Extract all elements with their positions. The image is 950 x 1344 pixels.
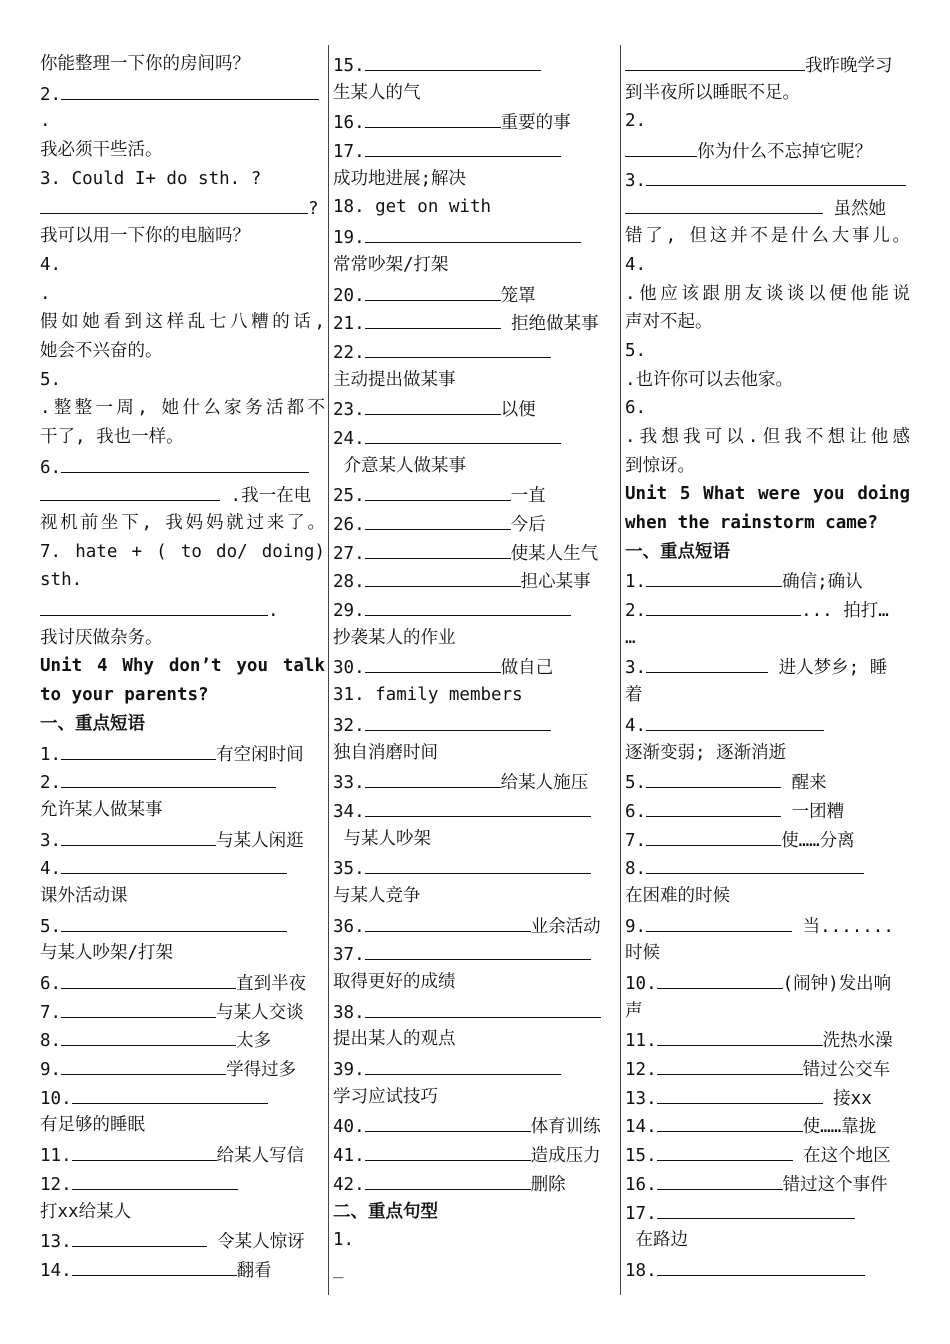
text-line: 5. <box>625 340 647 361</box>
phrase-item: 23. 以便 <box>333 394 613 423</box>
phrase-meaning: 在路边 <box>635 1230 689 1251</box>
phrase-item: 17. <box>333 136 613 165</box>
phrase-item: 8. <box>625 853 910 882</box>
phrase-item: 40. 体育训练 <box>333 1111 613 1140</box>
phrase-item: 5. <box>40 911 325 940</box>
text-line: 错了, 但这并不是什么大事儿。 <box>625 226 910 247</box>
phrase-item: 11. 洗热水澡 <box>625 1025 910 1054</box>
column-middle <box>333 50 613 1284</box>
phrase-item: 27. 使某人生气 <box>333 538 613 567</box>
unit-heading: to your parents? <box>40 685 209 706</box>
column-right <box>625 50 910 1284</box>
phrase-item: 3. 进人梦乡; 睡 <box>625 652 910 681</box>
phrase-item: 34. <box>333 796 613 825</box>
blank-line: . <box>40 595 325 624</box>
blank-line: 2. <box>40 79 325 108</box>
phrase-meaning: 生某人的气 <box>333 82 421 103</box>
text-line: . <box>40 111 51 132</box>
phrase-item: 2. <box>40 767 325 796</box>
phrase-item: 18. get on with <box>333 197 492 218</box>
phrase-item: 7. 使……分离 <box>625 825 910 854</box>
phrase-item: 1. 有空闲时间 <box>40 739 325 768</box>
sentence-item: 1. <box>333 1230 355 1251</box>
blank-line: 虽然她 <box>625 193 910 222</box>
phrase-meaning: 打xx给某人 <box>40 1201 132 1222</box>
text-line: 4. <box>625 254 647 275</box>
phrase-meaning: 允许某人做某事 <box>40 799 163 820</box>
blank-line: 你为什么不忘掉它呢？ <box>625 136 910 165</box>
phrase-item: 24. <box>333 423 613 452</box>
section-heading: 一、重点短语 <box>40 713 145 734</box>
text-line: .也许你可以去他家。 <box>625 369 794 390</box>
phrase-meaning: 在困难的时候 <box>625 885 730 906</box>
phrase-item: 7. 与某人交谈 <box>40 997 325 1026</box>
text-line: 7. hate + ( to do/ doing) <box>40 541 325 562</box>
phrase-item: 20. 笼罩 <box>333 280 613 309</box>
phrase-item: 16. 错过这个事件 <box>625 1169 910 1198</box>
phrase-item: 1. 确信;确认 <box>625 566 910 595</box>
phrase-meaning: 着 <box>625 685 643 706</box>
text-line: 干了, 我也一样。 <box>40 426 184 447</box>
section-heading: 二、重点句型 <box>333 1201 438 1222</box>
unit-heading: Unit 4 Why don’t you talk <box>40 656 325 677</box>
text-line: 6. <box>625 398 647 419</box>
phrase-item: 2. ... 拍打… <box>625 595 910 624</box>
phrase-meaning: 有足够的睡眠 <box>40 1115 145 1136</box>
phrase-item: 36. 业余活动 <box>333 911 613 940</box>
phrase-item: 19. <box>333 222 613 251</box>
phrase-meaning: 主动提出做某事 <box>333 369 456 390</box>
phrase-item: 14. 翻看 <box>40 1255 325 1284</box>
phrase-meaning: 与某人竞争 <box>333 885 421 906</box>
phrase-meaning: 课外活动课 <box>40 885 128 906</box>
phrase-item: 12. 错过公交车 <box>625 1054 910 1083</box>
column-divider-right <box>620 45 621 1295</box>
phrase-item: 5. 醒来 <box>625 767 910 796</box>
unit-heading: Unit 5 What were you doing <box>625 484 910 505</box>
phrase-item: 8. 太多 <box>40 1025 325 1054</box>
phrase-item: 11. 给某人写信 <box>40 1140 325 1169</box>
text-line: 到惊讶。 <box>625 455 695 476</box>
unit-heading: when the rainstorm came? <box>625 513 878 533</box>
phrase-item: 16. 重要的事 <box>333 107 613 136</box>
phrase-item: 25. 一直 <box>333 480 613 509</box>
text-line: 5. <box>40 369 62 390</box>
text-line: 你能整理一下你的房间吗？ <box>40 54 250 74</box>
blank-line: .我一在电 <box>40 480 325 509</box>
phrase-item: 15. <box>333 50 613 79</box>
phrase-item: 9. 当....... <box>625 911 910 940</box>
phrase-item: 29. <box>333 595 613 624</box>
phrase-item: 10. (闹钟)发出响 <box>625 968 910 997</box>
phrase-item: 33. 给某人施压 <box>333 767 613 796</box>
phrase-item: 26. 今后 <box>333 509 613 538</box>
phrase-meaning: 提出某人的观点 <box>333 1029 456 1050</box>
text-line: . <box>40 283 51 304</box>
phrase-item: 9. 学得过多 <box>40 1054 325 1083</box>
phrase-meaning: 抄袭某人的作业 <box>333 627 456 648</box>
phrase-item: 31. family members <box>333 685 523 706</box>
phrase-meaning: 介意某人做某事 <box>343 455 467 476</box>
text-line: sth. <box>40 570 83 591</box>
phrase-item: 22. <box>333 337 613 366</box>
phrase-item: 37. <box>333 939 613 968</box>
phrase-meaning: 常常吵架/打架 <box>333 254 449 275</box>
phrase-item: 35. <box>333 853 613 882</box>
phrase-meaning: … <box>625 627 636 648</box>
section-heading: 一、重点短语 <box>625 541 730 562</box>
phrase-item: 38. <box>333 997 613 1026</box>
phrase-meaning: 取得更好的成绩 <box>333 972 456 992</box>
text-line: 她会不兴奋的。 <box>40 340 163 361</box>
phrase-meaning: 独自消磨时间 <box>333 742 438 763</box>
phrase-item: 3. 与某人闲逛 <box>40 825 325 854</box>
phrase-item: 28. 担心某事 <box>333 566 613 595</box>
phrase-item: 14. 使……靠拢 <box>625 1111 910 1140</box>
phrase-meaning: 时候 <box>625 943 660 964</box>
phrase-item: 12. <box>40 1169 325 1198</box>
phrase-item: 18. <box>625 1255 910 1284</box>
phrase-item: 30. 做自己 <box>333 652 613 681</box>
text-line: 我讨厌做杂务。 <box>40 627 163 648</box>
phrase-item: 13. 接xx <box>625 1083 910 1112</box>
text-line: .整整一周, 她什么家务活都不 <box>40 398 325 419</box>
text-line: 到半夜所以睡眠不足。 <box>625 82 800 103</box>
phrase-item: 21. 拒绝做某事 <box>333 308 613 337</box>
phrase-meaning: 成功地进展;解决 <box>333 168 467 189</box>
column-divider-left <box>328 45 329 1295</box>
phrase-item: 15. 在这个地区 <box>625 1140 910 1169</box>
phrase-meaning: 声 <box>625 1000 643 1021</box>
phrase-item: 6. 直到半夜 <box>40 968 325 997</box>
phrase-item: 4. <box>625 710 910 739</box>
phrase-item: 4. <box>40 853 325 882</box>
phrase-item: 6. 一团糟 <box>625 796 910 825</box>
phrase-meaning: 逐渐变弱; 逐渐消逝 <box>625 742 787 763</box>
phrase-item: 17. <box>625 1198 910 1227</box>
phrase-item: 41. 造成压力 <box>333 1140 613 1169</box>
sentence-item: _ <box>333 1258 344 1279</box>
text-line: 视机前坐下, 我妈妈就过来了。 <box>40 513 325 533</box>
phrase-item: 13. 令某人惊讶 <box>40 1226 325 1255</box>
text-line: 我必须干些活。 <box>40 140 163 161</box>
blank-line: 6. <box>40 452 325 481</box>
blank-line: 我昨晚学习 <box>625 50 910 79</box>
phrase-meaning: 学习应试技巧 <box>333 1086 438 1107</box>
text-line: 声对不起。 <box>625 312 713 333</box>
phrase-item: 32. <box>333 710 613 739</box>
text-line: 假如她看到这样乱七八糟的话, <box>40 312 325 333</box>
phrase-meaning: 与某人吵架 <box>343 828 432 849</box>
text-line: .我想我可以.但我不想让他感 <box>625 426 910 447</box>
phrase-meaning: 与某人吵架/打架 <box>40 943 174 964</box>
text-line: 2. <box>625 111 647 132</box>
phrase-item: 42. 删除 <box>333 1169 613 1198</box>
text-line: .他应该跟朋友谈谈以便他能说 <box>625 283 910 304</box>
column-left <box>40 50 325 1284</box>
text-line: 我可以用一下你的电脑吗？ <box>40 226 250 247</box>
blank-line: 3. <box>625 165 910 194</box>
text-line: 4. <box>40 254 62 275</box>
phrase-item: 39. <box>333 1054 613 1083</box>
blank-line: ? <box>40 193 325 222</box>
phrase-item: 10. <box>40 1083 325 1112</box>
text-line: 3. Could I+ do sth. ? <box>40 168 262 189</box>
